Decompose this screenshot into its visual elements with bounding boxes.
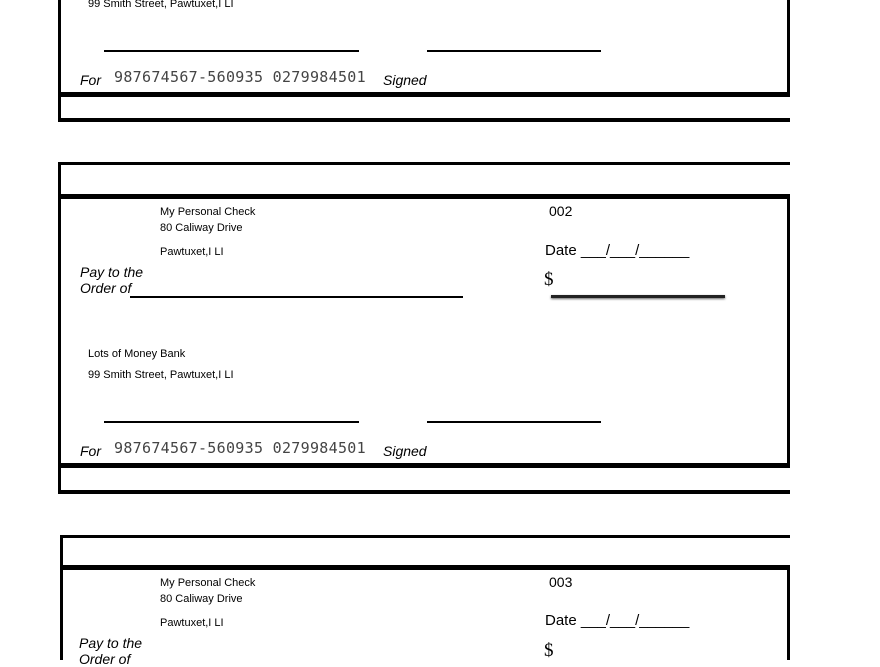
check-2-payer-name: My Personal Check [160, 206, 256, 218]
check-1-signed-label: Signed [383, 72, 427, 88]
check-1-signature-line [427, 50, 601, 52]
check-3-payer-name: My Personal Check [160, 577, 256, 589]
check-2-order-of-label: Order of [80, 280, 132, 296]
check-3-payer-city: Pawtuxet,I LI [160, 617, 224, 629]
check-2-bottom-border [58, 463, 790, 468]
check-2-top-border [58, 194, 790, 199]
check-1-stub-bottom [58, 118, 790, 122]
check-1-left-border [58, 0, 61, 121]
check-2-stub-bottom [58, 490, 790, 494]
check-2-for-label: For [80, 443, 101, 459]
check-2-amount-line [551, 295, 725, 298]
check-1-right-border [787, 0, 790, 96]
check-2-dollar-sign: $ [544, 269, 554, 290]
check-2-bank-name: Lots of Money Bank [88, 348, 186, 360]
check-2-payer-street: 80 Caliway Drive [160, 222, 243, 234]
check-3-stub-top [60, 535, 790, 538]
check-3-pay-to-label: Pay to the [79, 635, 143, 651]
check-3-right-border [787, 565, 790, 660]
check-2-signature-line [427, 421, 601, 423]
check-2-micr-line: 987674567-560935 0279984501 [114, 439, 366, 457]
check-2-stub-top [58, 162, 790, 165]
check-3-dollar-sign: $ [544, 640, 554, 661]
check-2-right-border [787, 194, 790, 468]
check-1-bottom-border [58, 92, 790, 97]
check-1-for-label: For [80, 72, 101, 88]
check-2-number: 002 [549, 203, 573, 219]
check-3-order-of-label: Order of [79, 651, 131, 667]
check-2-left-border [58, 162, 61, 494]
check-2-pay-to-label: Pay to the [80, 264, 144, 280]
check-3-top-border [60, 565, 790, 570]
check-3-payer-street: 80 Caliway Drive [160, 593, 243, 605]
check-3-left-border [60, 535, 63, 660]
check-1-memo-line [104, 50, 359, 52]
check-2-date-field: Date ___/___/______ [545, 242, 690, 259]
check-2-payer-city: Pawtuxet,I LI [160, 246, 224, 258]
check-2-signed-label: Signed [383, 443, 427, 459]
check-2-bank-address: 99 Smith Street, Pawtuxet,I LI [88, 369, 234, 381]
check-1-micr-line: 987674567-560935 0279984501 [114, 68, 366, 86]
check-3-number: 003 [549, 574, 573, 590]
check-2-payee-line [130, 296, 463, 298]
check-2-memo-line [104, 421, 359, 423]
check-1-bank-address: 99 Smith Street, Pawtuxet,I LI [88, 0, 234, 10]
check-3-date-field: Date ___/___/______ [545, 612, 690, 629]
